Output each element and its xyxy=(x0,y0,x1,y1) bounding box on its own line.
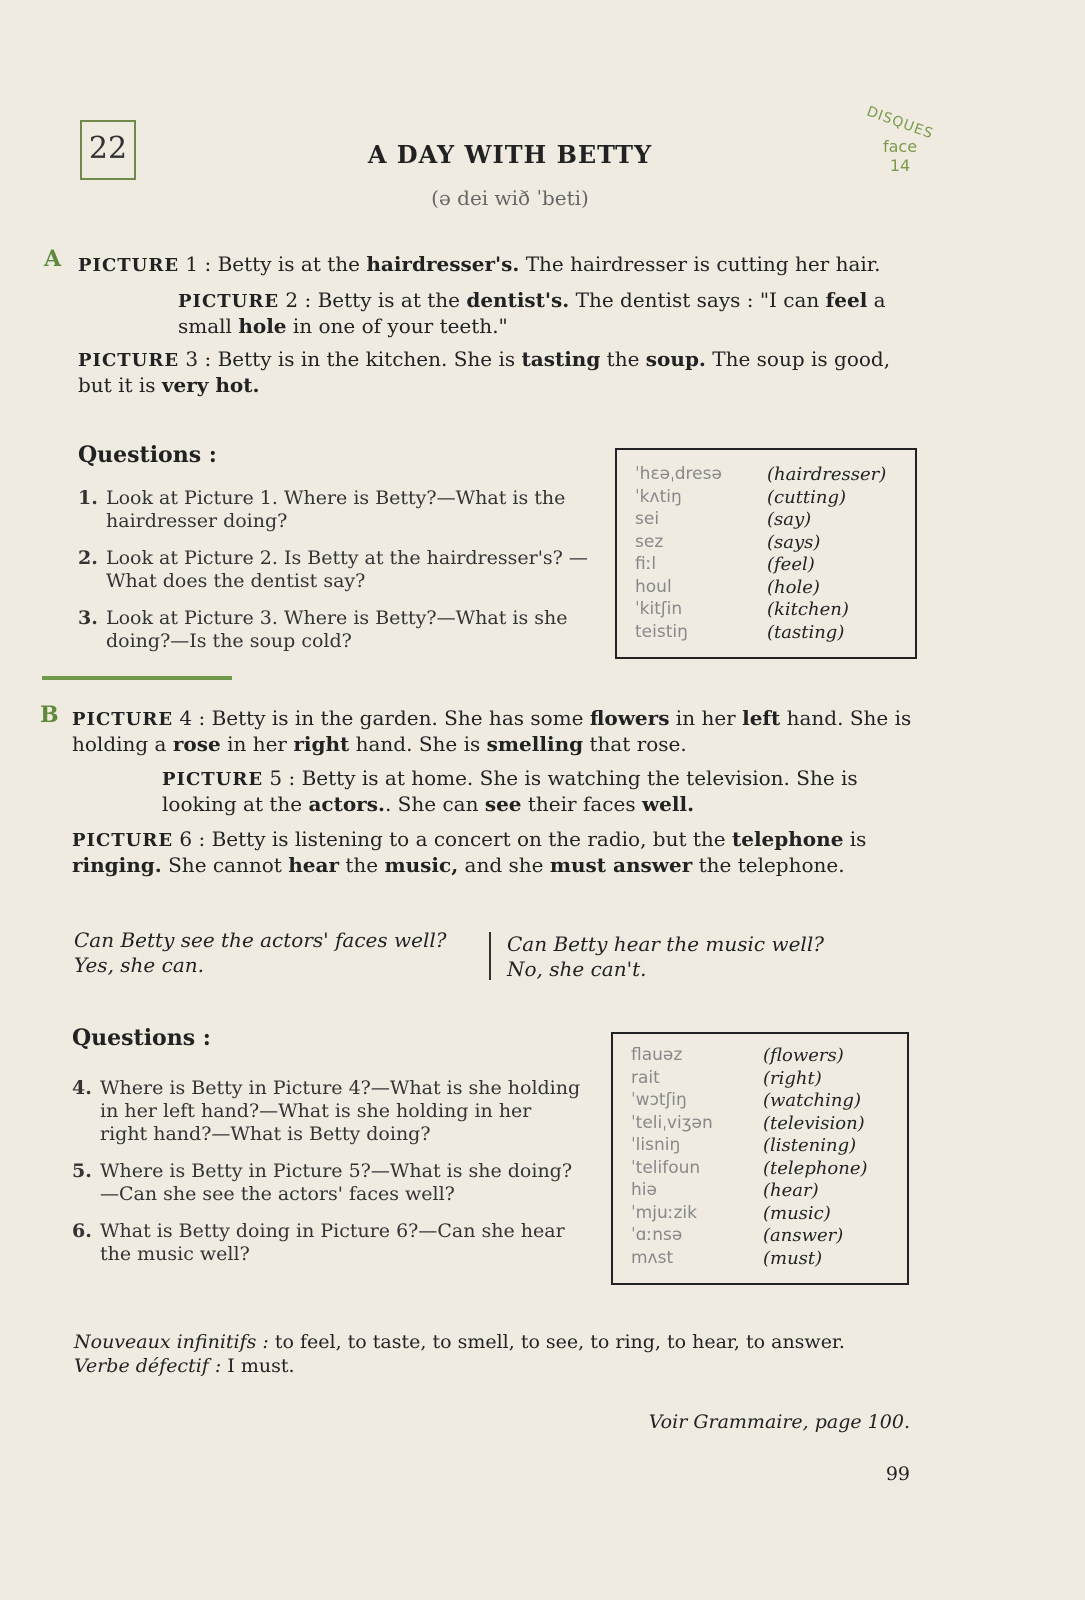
disques-face-number: 14 xyxy=(889,156,911,175)
question-5: 5. Where is Betty in Picture 5?—What is she doing? —Can she see the actors' faces well? xyxy=(72,1160,573,1205)
dialog-divider xyxy=(489,932,491,980)
vocab-row: ˈteliˌviʒən (television) xyxy=(631,1112,865,1134)
question-6: 6. What is Betty doing in Picture 6?—Can she hear the music well? xyxy=(72,1220,565,1265)
vocab-row: ˈtelifoun (telephone) xyxy=(631,1157,868,1179)
vocabulary-box-b xyxy=(611,1032,909,1285)
section-a-letter: A xyxy=(44,246,62,272)
disques-stamp xyxy=(860,103,940,175)
picture-4-paragraph: PICTURE 4 : Betty is in the garden. She has some flowers in her left hand. She is holding a rose in her right hand. She is smelling that rose. xyxy=(72,706,912,756)
vocab-row: teistiŋ (tasting) xyxy=(635,621,845,643)
grammar-reference: Voir Grammaire, page 100. xyxy=(648,1411,910,1433)
picture-5-paragraph: PICTURE 5 : Betty is at home. She is watching the television. She is looking at the actors.. She can see their faces well. xyxy=(162,766,858,816)
vocab-row: hiə (hear) xyxy=(631,1180,819,1201)
question-4: 4. Where is Betty in Picture 4?—What is she holding in her left hand?—What is she holding in her right hand?—What is Betty doing? xyxy=(72,1077,581,1145)
vocab-row: flauəz (flowers) xyxy=(631,1045,844,1066)
dialog-right-question: Can Betty hear the music well? xyxy=(507,932,824,956)
vocab-row: ˈwɔtʃiŋ (watching) xyxy=(631,1090,861,1111)
vocab-row: sez (says) xyxy=(635,531,821,553)
section-b-letter: B xyxy=(40,702,59,728)
dialog-left xyxy=(74,928,484,978)
new-infinitives: Nouveaux infinitifs : to feel, to taste, to smell, to see, to ring, to hear, to answer. xyxy=(74,1331,845,1353)
vocab-row: houl (hole) xyxy=(635,576,820,598)
picture-6-paragraph: PICTURE 6 : Betty is listening to a concert on the radio, but the telephone is ringing. She cannot hear the music, and she must answer the telephone. xyxy=(72,827,867,877)
vocab-row: fiːl (feel) xyxy=(635,554,815,575)
vocabulary-box-a xyxy=(615,448,917,659)
vocab-row: sei (say) xyxy=(635,509,812,530)
vocab-row: ˈhɛəˌdresə (hairdresser) xyxy=(635,464,887,485)
questions-a-heading: Questions : xyxy=(78,442,217,468)
questions-b-heading: Questions : xyxy=(72,1025,211,1051)
dialog-right-answer: No, she can't. xyxy=(507,957,647,981)
vocab-row: ˈlisniŋ (listening) xyxy=(631,1135,857,1156)
vocab-row: rait (right) xyxy=(631,1067,822,1089)
dialog-left-question: Can Betty see the actors' faces well? xyxy=(74,928,447,952)
page-number: 99 xyxy=(885,1463,910,1485)
vocab-row: ˈkitʃin (kitchen) xyxy=(635,599,849,620)
vocab-row: mʌst (must) xyxy=(631,1247,823,1269)
page-title: A DAY WITH BETTY xyxy=(367,140,653,169)
section-divider xyxy=(42,676,232,680)
lesson-number: 22 xyxy=(80,120,136,180)
defective-verb: Verbe défectif : I must. xyxy=(74,1355,295,1377)
question-3: 3. Look at Picture 3. Where is Betty?—What is she doing?—Is the soup cold? xyxy=(78,607,568,652)
picture-2-paragraph: PICTURE 2 : Betty is at the dentist's. The dentist says : "I can feel a small hole in one of your teeth." xyxy=(178,288,886,338)
dialog-left-answer: Yes, she can. xyxy=(74,953,204,977)
dialog-right xyxy=(507,932,917,982)
vocab-row: ˈɑːnsə (answer) xyxy=(631,1225,844,1246)
title-phonetic: (ə dei wið ˈbeti) xyxy=(431,186,589,210)
picture-3-paragraph: PICTURE 3 : Betty is in the kitchen. She is tasting the soup. The soup is good, but it is very hot. xyxy=(78,347,891,397)
question-2: 2. Look at Picture 2. Is Betty at the hairdresser's? — What does the dentist say? xyxy=(78,547,588,592)
picture-1-paragraph: PICTURE 1 : Betty is at the hairdresser's. The hairdresser is cutting her hair. xyxy=(78,252,881,276)
vocab-row: ˈmjuːzik (music) xyxy=(631,1202,831,1224)
question-1: 1. Look at Picture 1. Where is Betty?—What is the hairdresser doing? xyxy=(78,487,566,532)
vocab-row: ˈkʌtiŋ (cutting) xyxy=(635,486,847,508)
disques-face-label: face xyxy=(882,137,918,156)
disques-label: DISQUES xyxy=(864,103,936,143)
